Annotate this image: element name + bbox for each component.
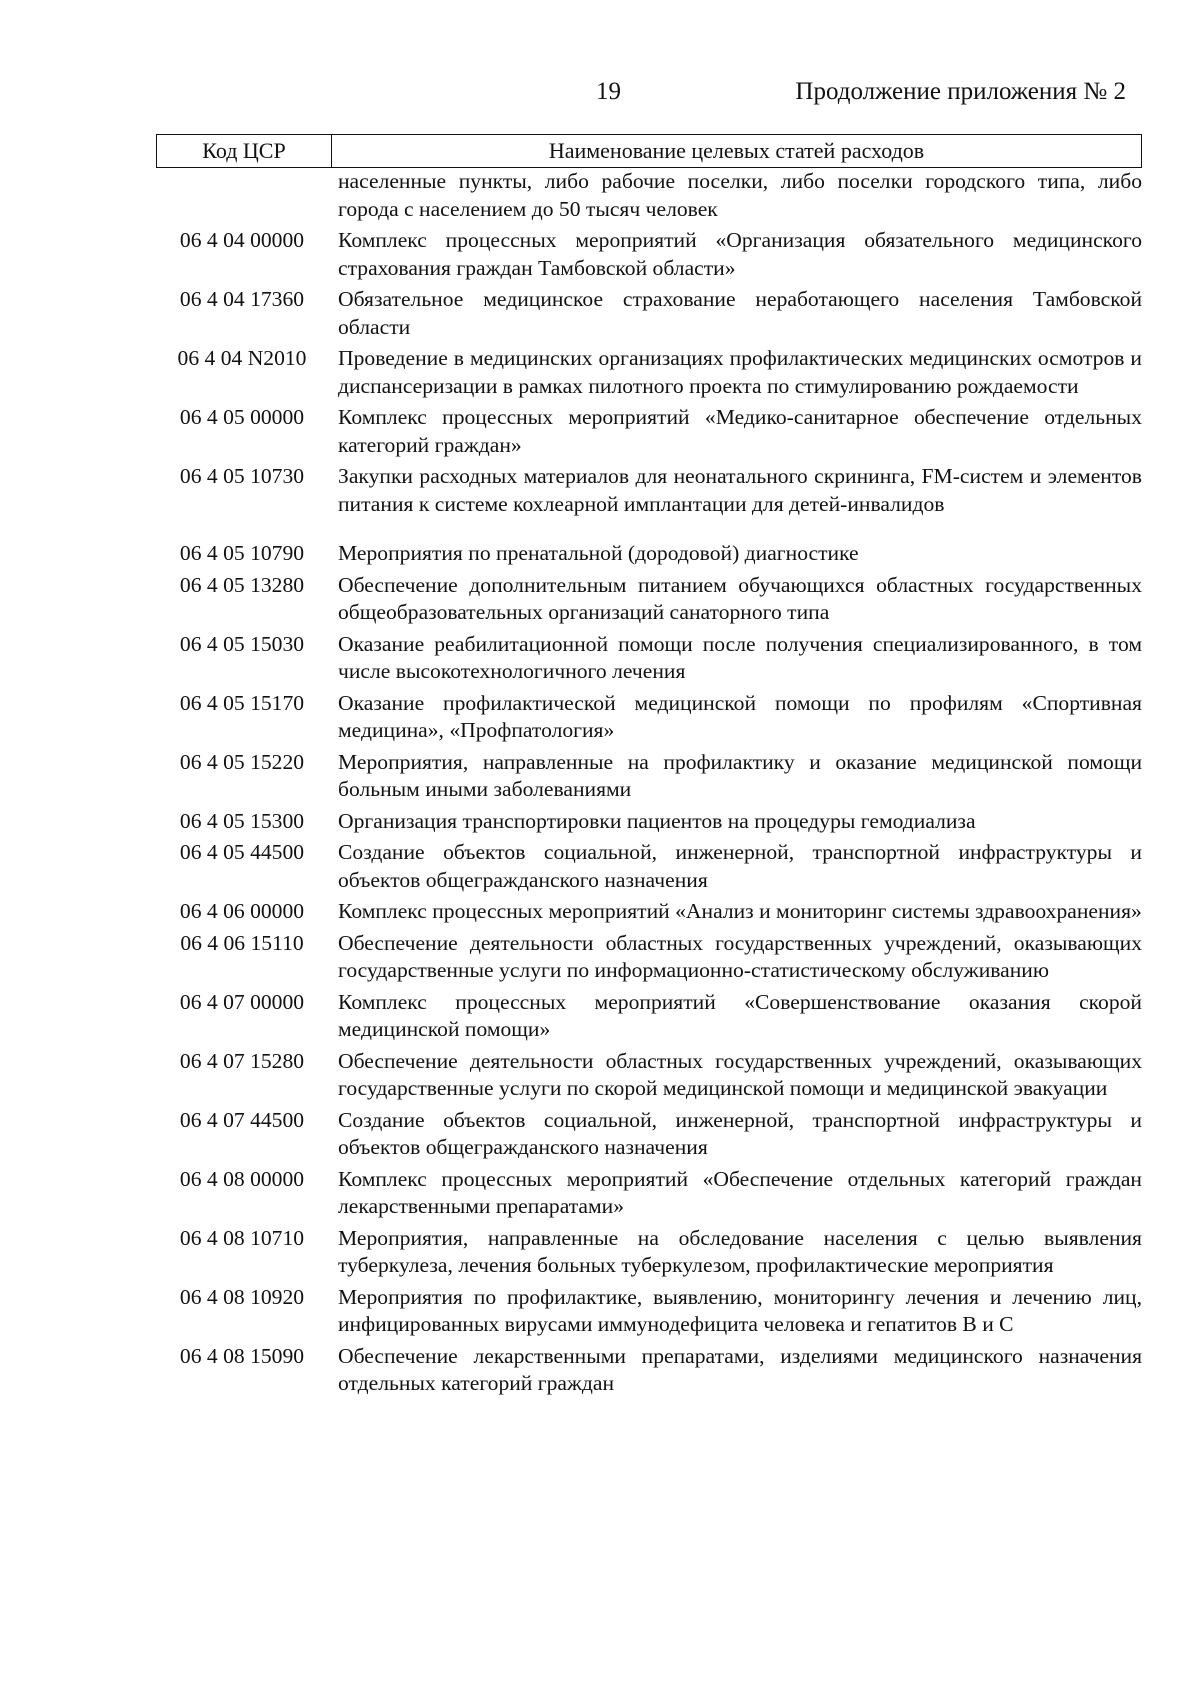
row-code: 06 4 07 00000 — [179, 989, 305, 1014]
row-code: 06 4 04 N2010 — [177, 346, 307, 370]
row-code — [156, 168, 328, 223]
table-row — [156, 463, 1142, 518]
table-row — [156, 1166, 1142, 1221]
row-code: 06 4 08 10710 — [179, 1225, 305, 1250]
row-code: 06 4 05 15030 — [179, 631, 305, 656]
table-row — [156, 749, 1142, 804]
row-code: 06 4 04 17360 — [179, 287, 305, 311]
row-name: Комплекс процессных мероприятий «Обеспечение отдельных категорий граждан лекарственными препаратами» — [338, 1166, 1142, 1218]
row-name: Мероприятия по пренатальной (дородовой) диагностике — [338, 541, 859, 565]
row-name: Обеспечение деятельности областных государственных учреждений, оказывающих государственные услуги по скорой медицинской помощи и медицинской эвакуации — [338, 1048, 1142, 1100]
row-name: населенные пункты, либо рабочие поселки, либо поселки городского типа, либо города с населением до 50 тысяч человек — [338, 169, 1142, 221]
table-row — [156, 540, 1142, 568]
row-name: Создание объектов социальной, инженерной, транспортной инфраструктуры и объектов общегражданского назначения — [338, 840, 1142, 892]
appendix-continuation-title: Продолжение приложения № 2 — [795, 78, 1126, 105]
table-row — [156, 930, 1142, 985]
row-code: 06 4 05 10730 — [179, 464, 305, 488]
row-code: 06 4 06 00000 — [179, 899, 305, 923]
table-row — [156, 286, 1142, 341]
row-name: Оказание реабилитационной помощи после получения специализированного, в том числе высокотехнологичного лечения — [338, 631, 1142, 683]
row-name: Мероприятия, направленные на обследование населения с целью выявления туберкулеза, лечения больных туберкулезом, профилактические мероприятия — [338, 1225, 1142, 1277]
row-code: 06 4 05 15300 — [179, 808, 305, 833]
row-name: Комплекс процессных мероприятий «Совершенствование оказания скорой медицинской помощи» — [338, 989, 1142, 1041]
table-row — [156, 345, 1142, 400]
table-body — [156, 168, 1142, 1402]
table-row — [156, 1107, 1142, 1162]
row-name: Комплекс процессных мероприятий «Организация обязательного медицинского страхования граждан Тамбовской области» — [338, 228, 1142, 280]
table-row — [156, 572, 1142, 627]
table-row — [156, 1343, 1142, 1398]
row-name: Организация транспортировки пациентов на процедуры гемодиализа — [338, 808, 976, 833]
table-row — [156, 168, 1142, 223]
table-row — [156, 839, 1142, 894]
row-code: 06 4 04 00000 — [179, 228, 305, 252]
row-code: 06 4 05 10790 — [179, 541, 305, 565]
row-name: Создание объектов социальной, инженерной, транспортной инфраструктуры и объектов общегражданского назначения — [338, 1107, 1142, 1159]
table-row — [156, 898, 1142, 926]
table-row — [156, 808, 1142, 836]
row-code: 06 4 07 44500 — [179, 1107, 305, 1132]
row-code: 06 4 07 15280 — [179, 1048, 305, 1073]
table-row — [156, 989, 1142, 1044]
row-code: 06 4 05 00000 — [179, 405, 305, 429]
row-code: 06 4 08 10920 — [179, 1284, 305, 1309]
table-row — [156, 404, 1142, 459]
row-name: Оказание профилактической медицинской помощи по профилям «Спортивная медицина», «Профпатология» — [338, 690, 1142, 742]
row-code: 06 4 08 15090 — [179, 1343, 305, 1368]
row-name: Комплекс процессных мероприятий «Медико-санитарное обеспечение отдельных категорий граждан» — [338, 405, 1142, 457]
row-name: Комплекс процессных мероприятий «Анализ и мониторинг системы здравоохранения» — [338, 899, 1142, 923]
table-row — [156, 1048, 1142, 1103]
row-code: 06 4 05 13280 — [179, 572, 305, 597]
row-name: Проведение в медицинских организациях профилактических медицинских осмотров и диспансеризации в рамках пилотного проекта по стимулированию рождаемости — [338, 346, 1142, 398]
page-header — [0, 78, 1200, 114]
row-name: Обеспечение лекарственными препаратами, изделиями медицинского назначения отдельных категорий граждан — [338, 1343, 1142, 1395]
row-code: 06 4 05 44500 — [179, 840, 305, 864]
table-row — [156, 690, 1142, 745]
row-name: Закупки расходных материалов для неонатального скрининга, FM-систем и элементов питания к системе кохлеарной имплантации для детей-инвалидов — [338, 464, 1142, 516]
row-code: 06 4 05 15220 — [179, 749, 305, 774]
row-code: 06 4 06 15110 — [180, 930, 304, 955]
column-header-name: Наименование целевых статей расходов — [548, 138, 925, 163]
column-header-code: Код ЦСР — [157, 135, 332, 167]
table-row — [156, 1284, 1142, 1339]
table-row — [156, 1225, 1142, 1280]
row-name: Мероприятия по профилактике, выявлению, мониторингу лечения и лечению лиц, инфицированных вирусами иммунодефицита человека и гепатитов В и С — [338, 1284, 1142, 1336]
row-name: Обеспечение дополнительным питанием обучающихся областных государственных общеобразовательных организаций санаторного типа — [338, 572, 1142, 624]
page-number: 19 — [596, 78, 621, 105]
table-header — [156, 134, 1142, 168]
row-name: Обязательное медицинское страхование неработающего населения Тамбовской области — [338, 287, 1142, 339]
row-name: Мероприятия, направленные на профилактику и оказание медицинской помощи больным иными заболеваниями — [338, 749, 1142, 801]
row-code: 06 4 05 15170 — [179, 690, 305, 715]
table-row — [156, 227, 1142, 282]
row-name: Обеспечение деятельности областных государственных учреждений, оказывающих государственные услуги по информационно-статистическому обслуживанию — [338, 930, 1142, 982]
table-row — [156, 631, 1142, 686]
row-code: 06 4 08 00000 — [179, 1166, 305, 1191]
